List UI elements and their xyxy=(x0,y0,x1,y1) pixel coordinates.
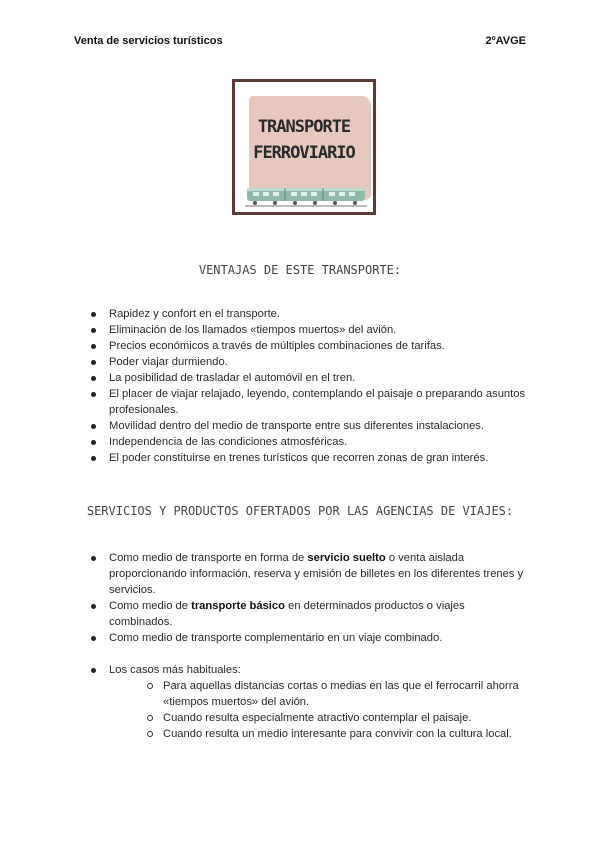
header-group: 2ºAVGE xyxy=(485,35,526,47)
list-item: El placer de viajar relajado, leyendo, contemplando el paisaje o preparando asuntos profesionales. xyxy=(91,386,531,418)
cover-illustration xyxy=(232,79,376,215)
list-item xyxy=(91,598,531,630)
train-icon xyxy=(245,184,367,208)
list-item-text: Los casos más habituales: xyxy=(109,664,241,676)
page-header xyxy=(74,35,526,47)
list-item-bold: transporte básico xyxy=(191,600,285,612)
header-course-title: Venta de servicios turísticos xyxy=(74,35,223,47)
list-item xyxy=(91,550,531,598)
sublist-item: Para aquellas distancias cortas o medias en las que el ferrocarril ahorra «tiempos muertos» del avión. xyxy=(147,678,531,710)
list-item-text: Como medio de xyxy=(109,600,192,612)
list-item: Rapidez y confort en el transporte. xyxy=(91,306,531,322)
list-item-bold: servicio suelto xyxy=(307,552,386,564)
advantages-list xyxy=(91,306,531,466)
list-item-text: en determinados productos o viajes combinados. xyxy=(109,600,465,628)
list-item: Precios económicos a través de múltiples combinaciones de tarifas. xyxy=(91,338,531,354)
cover-title-line1: TRANSPORTE xyxy=(257,117,351,137)
list-item: El poder constituirse en trenes turísticos que recorren zonas de gran interés. xyxy=(91,450,531,466)
list-item: Eliminación de los llamados «tiempos muertos» del avión. xyxy=(91,322,531,338)
cover-title-line2: FERROVIARIO xyxy=(253,143,355,163)
section-heading-advantages: VENTAJAS DE ESTE TRANSPORTE: xyxy=(198,263,402,277)
list-item: Independencia de las condiciones atmosféricas. xyxy=(91,434,531,450)
list-item-text: Como medio de transporte en forma de xyxy=(109,552,308,564)
sublist-item: Cuando resulta un medio interesante para convivir con la cultura local. xyxy=(147,726,531,742)
list-item: La posibilidad de trasladar el automóvil en el tren. xyxy=(91,370,531,386)
cover-title xyxy=(235,114,373,166)
sublist xyxy=(109,678,531,742)
list-item: Poder viajar durmiendo. xyxy=(91,354,531,370)
services-list xyxy=(91,550,531,742)
list-item xyxy=(91,662,531,742)
list-item: Movilidad dentro del medio de transporte entre sus diferentes instalaciones. xyxy=(91,418,531,434)
section-heading-services: SERVICIOS Y PRODUCTOS OFERTADOS POR LAS AGENCIAS DE VIAJES: xyxy=(86,504,514,518)
sublist-item: Cuando resulta especialmente atractivo contemplar el paisaje. xyxy=(147,710,531,726)
list-item-text: o venta aislada proporcionando información, reserva y emisión de billetes en los diferentes trenes y servicios. xyxy=(109,552,524,596)
list-item: Como medio de transporte complementario en un viaje combinado. xyxy=(91,630,531,646)
